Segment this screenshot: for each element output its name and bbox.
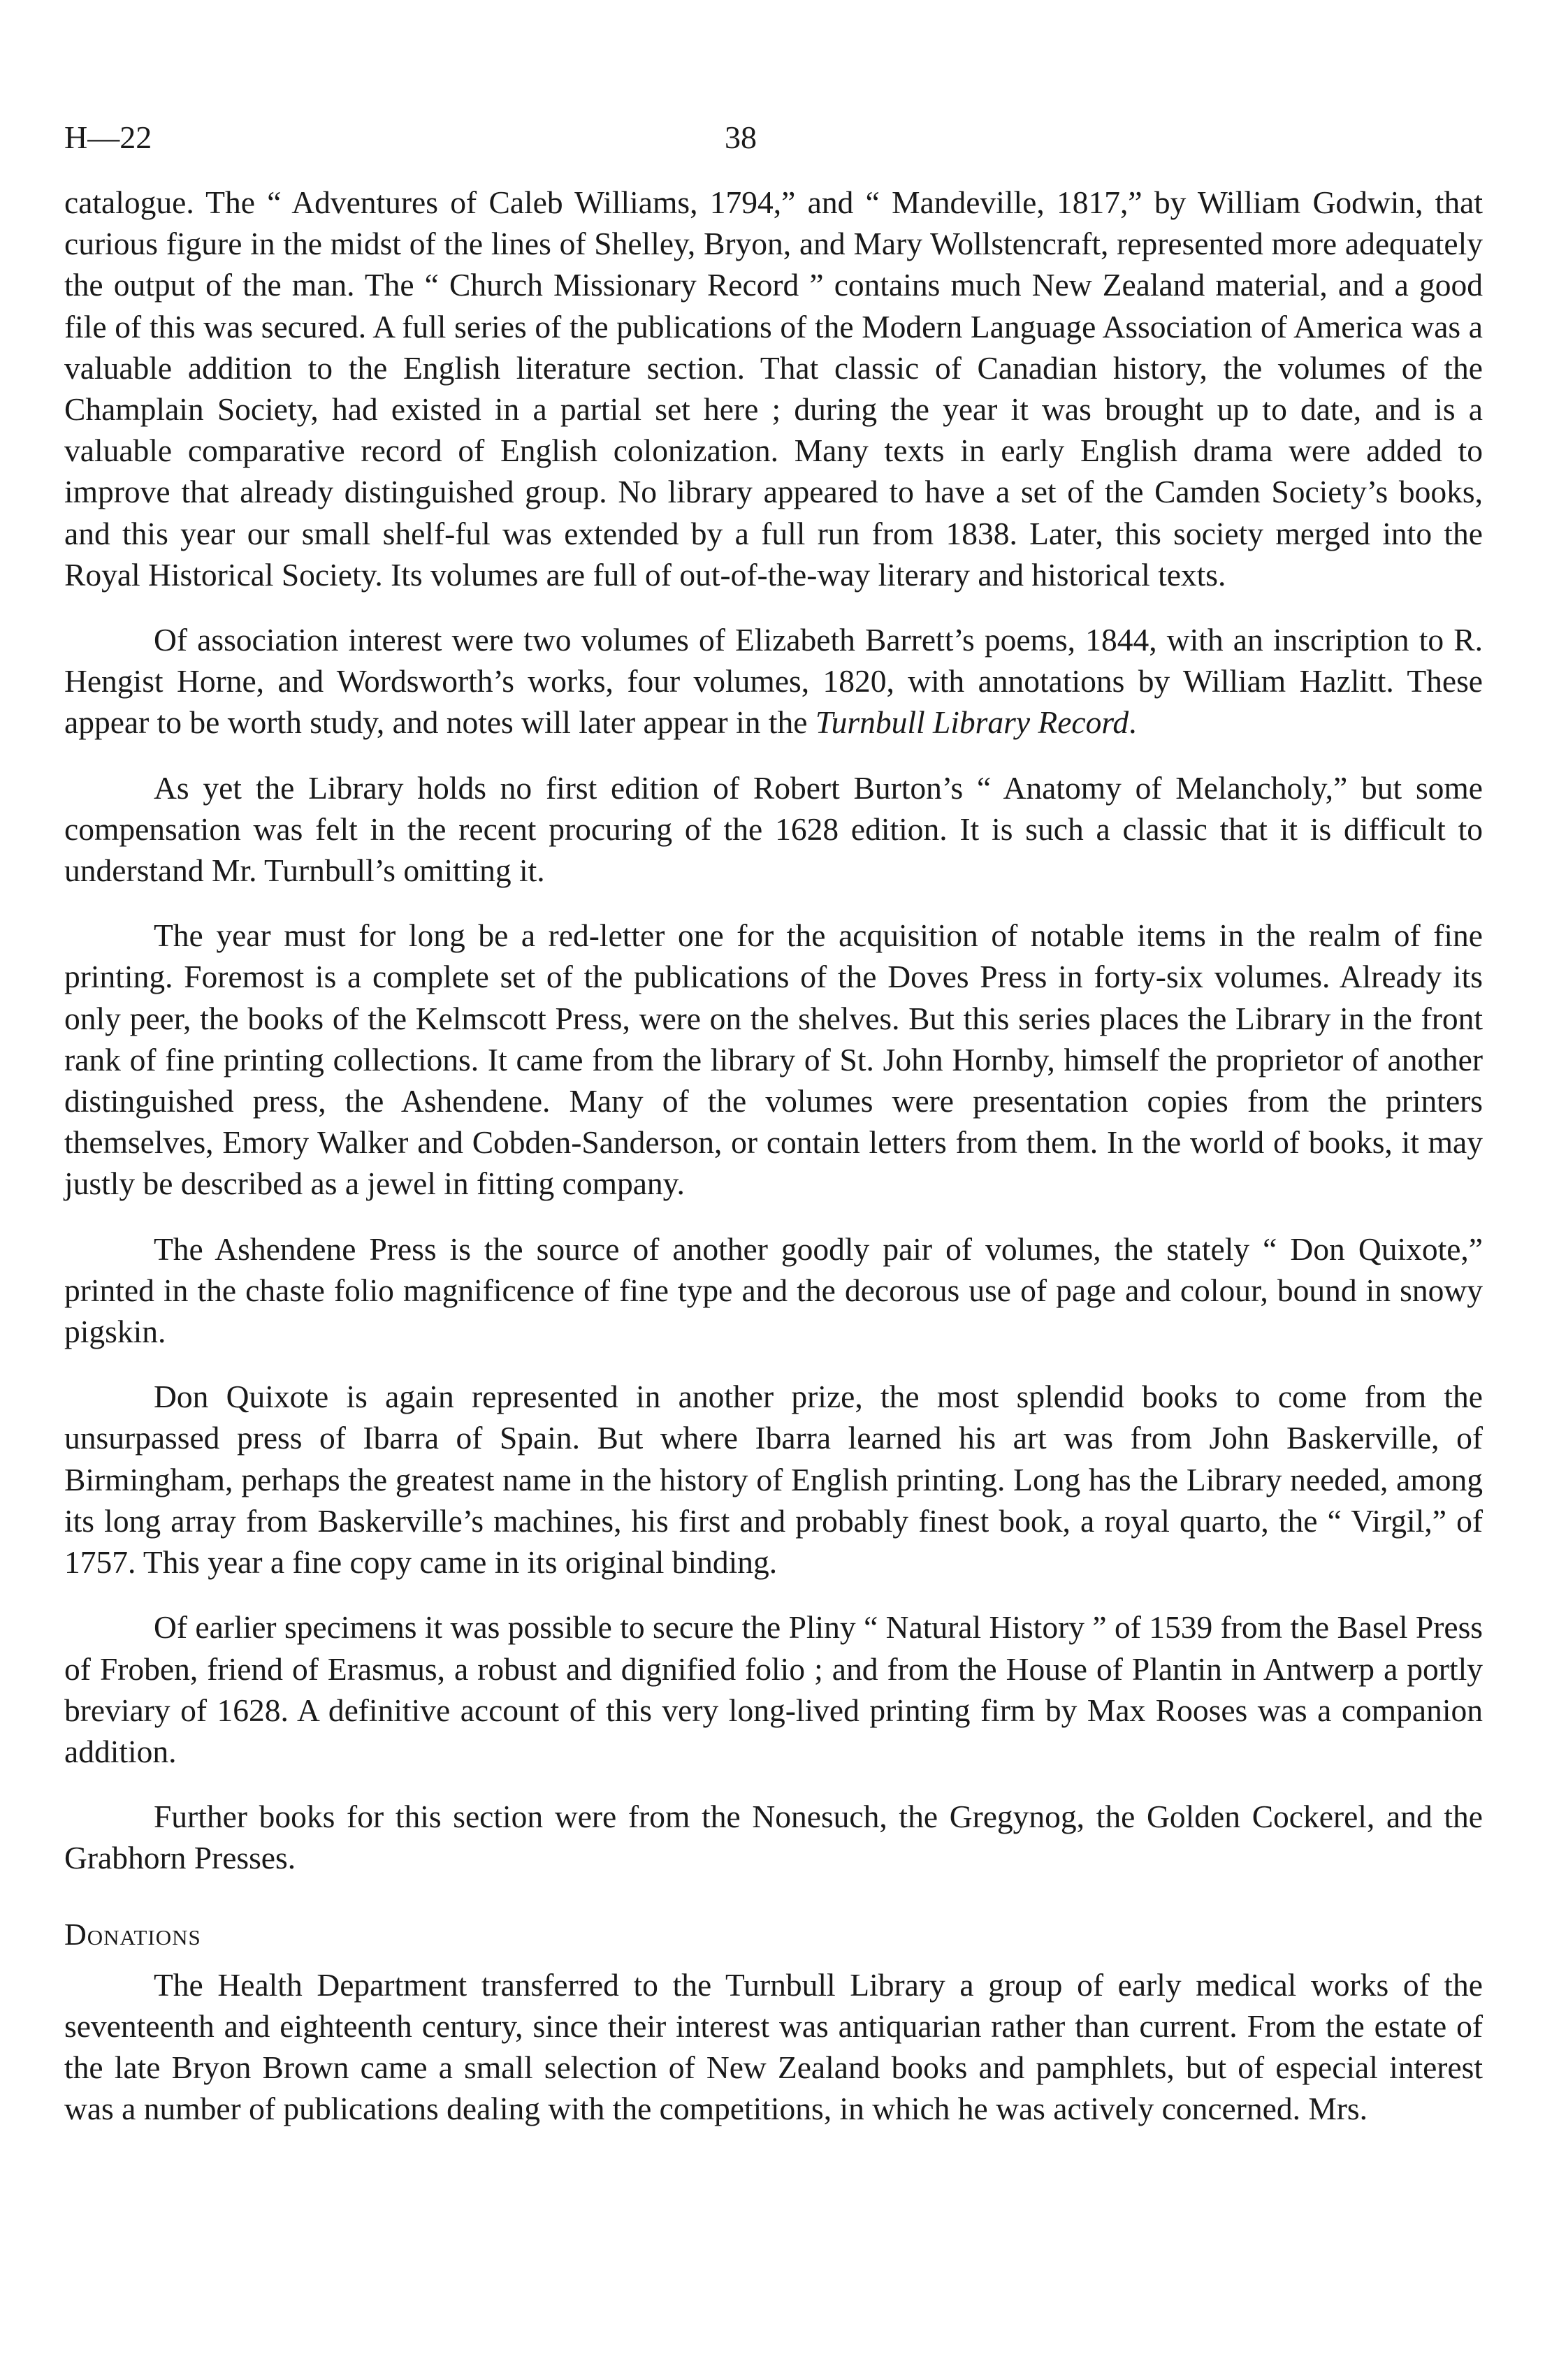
paragraph-ashendene: The Ashendene Press is the source of another goodly pair of volumes, the stately “ Don Quixote,” printed in the chaste folio magnificence of fine type and the decorous use of page and colour, bound in snowy pigskin. — [64, 1231, 1483, 1350]
paragraph-earlier-specimens: Of earlier specimens it was possible to secure the Pliny “ Natural History ” of 1539 from the Basel Press of Froben, friend of Erasmus, a robust and dignified folio ; and from the House of Plantin in Antwerp a portly breviary of 1628. A definitive account of this very long-lived printing firm by Max Rooses was a companion addition. — [64, 1609, 1483, 1769]
paragraph-fine-printing: The year must for long be a red-letter one for the acquisition of notable items in the realm of fine printing. Foremost is a complete set of the publications of the Doves Press in forty-six volumes. Already its only peer, the books of the Kelmscott Press, were on the shelves. But this series places the Library in the front rank of fine printing collections. It came from the library of St. John Hornby, himself the proprietor of another distinguished press, the Ashendene. Many of the volumes were presentation copies from the printers themselves, Emory Walker and Cobden-Sanderson, or contain letters from them. In the world of books, it may justly be described as a jewel in fitting company. — [64, 917, 1483, 1202]
paragraph-further-books: Further books for this section were from the Nonesuch, the Gregynog, the Golden Cockerel, and the Grabhorn Presses. — [64, 1799, 1483, 1876]
document-reference: H—22 — [64, 119, 152, 155]
turnbull-library-record-title: Turnbull Library Record — [815, 704, 1129, 741]
paragraph-catalogue-continuation: catalogue. The “ Adventures of Caleb Williams, 1794,” and “ Mandeville, 1817,” by William Godwin, that curious figure in the midst of the lines of Shelley, Bryon, and Mary Wollstencraft, represented more adequately the output of the man. The “ Church Missionary Record ” contains much New Zealand material, and a good file of this was secured. A full series of the publications of the Modern Language Association of America was a valuable addition to the English literature section. That classic of Canadian history, the volumes of the Champlain Society, had existed in a partial set here ; during the year it was brought up to date, and is a valuable comparative record of English colonization. Many texts in early English drama were added to improve that already distinguished group. No library appeared to have a set of the Camden Society’s books, and this year our small shelf-ful was extended by a full run from 1838. Later, this society merged into the Royal Historical Society. Its volumes are full of out-of-the-way literary and historical texts. — [64, 184, 1483, 593]
running-head — [64, 119, 1483, 182]
paragraph-donations: The Health Department transferred to the Turnbull Library a group of early medical works of the seventeenth and eighteenth century, since their interest was antiquarian rather than current. From the estate of the late Bryon Brown came a small selection of New Zealand books and pamphlets, but of especial interest was a number of publications dealing with the competitions, in which he was actively concerned. Mrs. — [64, 1966, 1483, 2127]
paragraph-association-interest — [64, 619, 1483, 743]
page-number: 38 — [725, 119, 757, 155]
paragraph-don-quixote-ibarra: Don Quixote is again represented in another prize, the most splendid books to come from the unsurpassed press of Ibarra of Spain. But where Ibarra learned his art was from John Baskerville, of Birmingham, perhaps the greatest name in the history of English printing. Long has the Library needed, among its long array from Baskerville’s machines, his first and probably finest book, a royal quarto, the “ Virgil,” of 1757. This year a fine copy came in its original binding. — [64, 1379, 1483, 1581]
section-heading-donations: Donations — [64, 1917, 201, 1952]
paragraph-association-text: Of association interest were two volumes of Elizabeth Barrett’s poems, 1844, with an inscription to R. Hengist Horne, and Wordsworth’s works, four volumes, 1820, with annotations by William Hazlitt. These appear to be worth study, and notes will later appear in the — [64, 622, 1483, 741]
body-text — [64, 182, 1483, 2129]
paragraph-burton-anatomy: As yet the Library holds no first edition of Robert Burton’s “ Anatomy of Melancholy,” but some compensation was felt in the recent procuring of the 1628 edition. It is such a classic that it is difficult to understand Mr. Turnbull’s omitting it. — [64, 769, 1483, 889]
paragraph-association-end: . — [1129, 704, 1137, 741]
document-page — [64, 119, 1483, 2153]
